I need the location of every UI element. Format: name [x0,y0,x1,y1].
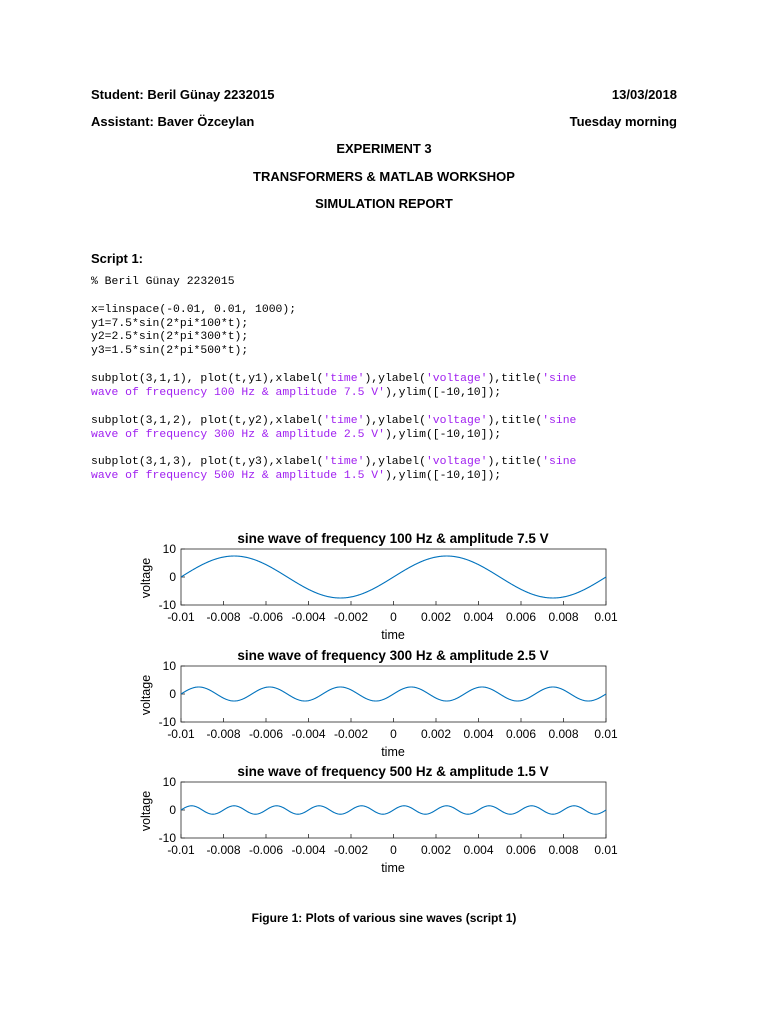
x-tick-label: 0.004 [463,727,494,741]
x-tick-label: 0.01 [594,610,618,624]
x-tick-label: -0.004 [291,727,326,741]
sine-chart-500hz [120,755,630,877]
y-tick-label: 0 [169,803,176,817]
x-tick-label: 0.01 [594,727,618,741]
assistant-line: Assistant: Baver Özceylan [91,114,255,129]
code-line: y3=1.5*sin(2*pi*500*t); [91,345,249,357]
y-axis-label: voltage [139,790,153,832]
x-tick-label: 0.006 [505,843,537,857]
x-tick-label: 0.006 [505,727,537,741]
x-tick-label: -0.008 [206,727,241,741]
y-tick-label: 0 [169,687,176,701]
y-tick-label: -10 [158,831,176,845]
x-tick-label: 0.008 [548,610,579,624]
x-tick-label: 0.008 [548,727,579,741]
x-axis-label: time [381,628,405,642]
student-line: Student: Beril Günay 2232015 [91,87,275,102]
session-time: Tuesday morning [569,114,677,129]
script-heading: Script 1: [91,251,144,266]
x-tick-label: -0.004 [291,610,326,624]
sine-chart-300hz [120,639,630,761]
report-date: 13/03/2018 [611,87,677,102]
x-tick-label: -0.01 [167,843,195,857]
y-tick-label: -10 [158,715,176,729]
x-tick-label: 0.002 [420,727,452,741]
y-tick-label: 10 [162,775,176,789]
x-tick-label: -0.01 [167,727,195,741]
x-tick-label: 0.01 [594,843,618,857]
x-tick-label: 0.002 [420,843,452,857]
sine-chart-100hz [120,522,630,644]
x-tick-label: -0.002 [333,610,369,624]
x-tick-label: 0 [390,843,397,857]
x-tick-label: 0 [390,727,397,741]
report-title: SIMULATION REPORT [315,196,453,211]
chart-title: sine wave of frequency 300 Hz & amplitude 2.5 V [237,648,549,663]
x-axis-label: time [381,861,405,875]
x-tick-label: 0.004 [463,843,494,857]
x-tick-label: 0 [390,610,397,624]
subplot-3 [120,755,630,877]
x-tick-label: 0.002 [420,610,452,624]
code-subplot-2: subplot(3,1,2), plot(t,y2),xlabel('time'),ylabel('voltage'),title('sine wave of frequency 300 Hz & amplitude 2.5 V'),ylim([-10,10]); [91,415,577,441]
code-subplot-3: subplot(3,1,3), plot(t,y3),xlabel('time'),ylabel('voltage'),title('sine wave of frequency 500 Hz & amplitude 1.5 V'),ylim([-10,10]); [91,456,577,482]
code-comment: % Beril Günay 2232015 [91,276,235,288]
subplot-2 [120,639,630,761]
workshop-title: TRANSFORMERS & MATLAB WORKSHOP [253,169,515,184]
x-tick-label: 0.004 [463,610,494,624]
x-axis-label: time [381,745,405,759]
figure-caption: Figure 1: Plots of various sine waves (script 1) [251,911,517,925]
subplot-1 [120,522,630,644]
code-line: y1=7.5*sin(2*pi*100*t); [91,318,249,330]
x-tick-label: -0.002 [333,727,369,741]
x-tick-label: -0.006 [248,727,284,741]
y-axis-label: voltage [139,674,153,716]
y-tick-label: 10 [162,542,176,556]
x-tick-label: 0.006 [505,610,537,624]
x-tick-label: 0.008 [548,843,579,857]
chart-title: sine wave of frequency 500 Hz & amplitude 1.5 V [237,764,549,779]
y-tick-label: 0 [169,570,176,584]
x-tick-label: -0.006 [248,843,284,857]
code-subplot-1: subplot(3,1,1), plot(t,y1),xlabel('time'),ylabel('voltage'),title('sine wave of frequency 100 Hz & amplitude 7.5 V'),ylim([-10,10]); [91,373,577,399]
x-tick-label: -0.006 [248,610,284,624]
code-line: x=linspace(-0.01, 0.01, 1000); [91,304,297,316]
x-tick-label: -0.008 [206,843,241,857]
x-tick-label: -0.01 [167,610,195,624]
code-line: y2=2.5*sin(2*pi*300*t); [91,331,249,343]
y-tick-label: 10 [162,659,176,673]
x-tick-label: -0.002 [333,843,369,857]
x-tick-label: -0.004 [291,843,326,857]
x-tick-label: -0.008 [206,610,241,624]
chart-title: sine wave of frequency 100 Hz & amplitude 7.5 V [237,531,549,546]
experiment-title: EXPERIMENT 3 [336,141,432,156]
y-axis-label: voltage [139,557,153,599]
y-tick-label: -10 [158,598,176,612]
